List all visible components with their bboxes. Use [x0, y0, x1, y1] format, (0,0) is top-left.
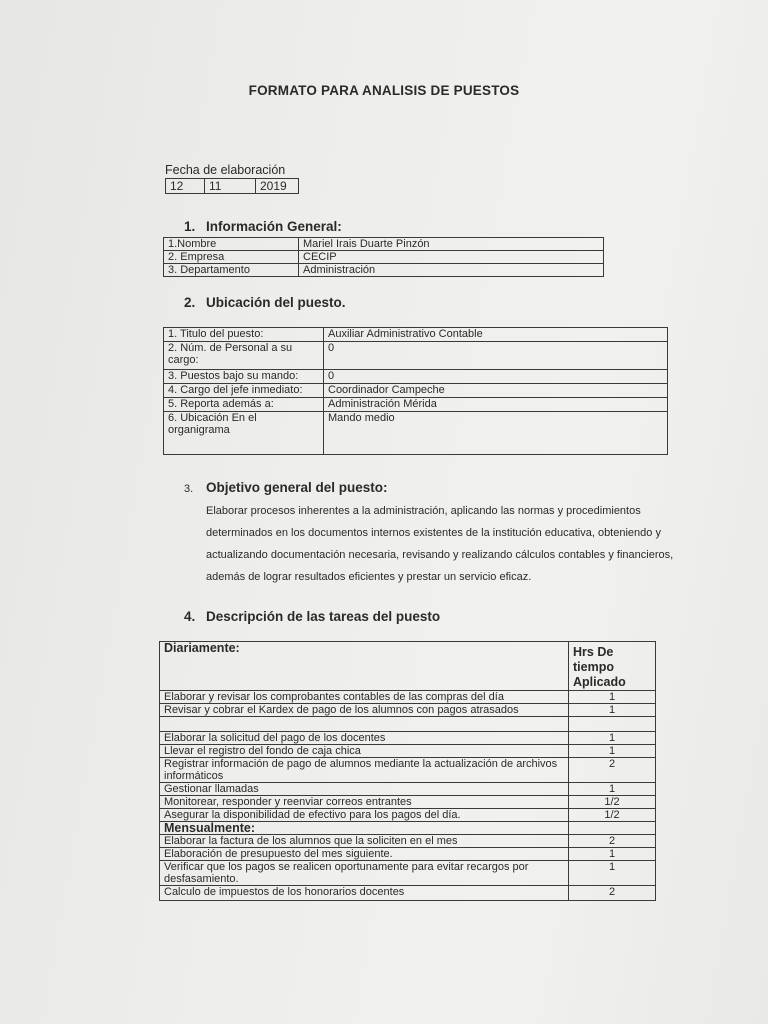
hours-cell: 1 — [569, 848, 656, 861]
table-row — [160, 704, 656, 717]
section1-number: 1. — [184, 219, 196, 234]
info-value: Mariel Irais Duarte Pinzón — [299, 238, 604, 251]
table-row — [160, 809, 656, 822]
table-row — [160, 835, 656, 848]
ubicacion-table — [163, 327, 668, 455]
info-label: 1.Nombre — [164, 238, 299, 251]
table-row — [160, 732, 656, 745]
ubicacion-label: 1. Titulo del puesto: — [164, 328, 324, 342]
table-row — [164, 370, 668, 384]
header-daily: Diariamente: — [160, 642, 569, 691]
hours-cell: 1 — [569, 861, 656, 886]
empty-cell — [569, 822, 656, 835]
table-row — [160, 886, 656, 901]
info-label: 2. Empresa — [164, 251, 299, 264]
tareas-table — [159, 641, 656, 901]
table-row — [164, 412, 668, 455]
section1-heading — [184, 219, 342, 234]
ubicacion-label: 3. Puestos bajo su mando: — [164, 370, 324, 384]
task-cell — [160, 717, 569, 732]
table-row — [160, 691, 656, 704]
section1-title: Información General: — [206, 219, 342, 234]
ubicacion-label: 2. Núm. de Personal a su cargo: — [164, 342, 324, 370]
table-row — [164, 238, 604, 251]
objective-text: Elaborar procesos inherentes a la administración, aplicando las normas y procedimientos determinados en los documentos internos existentes de la institución educativa, obteniendo y actualizando documentación necesaria, revisando y realizando cálculos contables y financieros, además de lograr resultados eficientes y prestar un servicio eficaz. — [206, 505, 674, 583]
table-row — [160, 796, 656, 809]
task-cell: Elaborar la factura de los alumnos que la soliciten en el mes — [160, 835, 569, 848]
ubicacion-value: 0 — [324, 342, 668, 370]
table-row — [160, 861, 656, 886]
task-cell: Gestionar llamadas — [160, 783, 569, 796]
section2-number: 2. — [184, 295, 196, 310]
table-row — [164, 384, 668, 398]
table-row — [164, 264, 604, 277]
hours-cell: 2 — [569, 886, 656, 901]
section2-heading — [184, 295, 346, 310]
task-cell: Calculo de impuestos de los honorarios docentes — [160, 886, 569, 901]
table-header-row — [160, 822, 656, 835]
table-row — [160, 848, 656, 861]
ubicacion-value: Coordinador Campeche — [324, 384, 668, 398]
section4-number: 4. — [184, 609, 196, 624]
table-row — [160, 783, 656, 796]
table-row — [160, 717, 656, 732]
task-cell: Elaborar y revisar los comprobantes contables de las compras del día — [160, 691, 569, 704]
table-row — [164, 342, 668, 370]
info-value: CECIP — [299, 251, 604, 264]
hours-cell: 1 — [569, 732, 656, 745]
task-cell: Llevar el registro del fondo de caja chica — [160, 745, 569, 758]
task-cell: Monitorear, responder y reenviar correos entrantes — [160, 796, 569, 809]
task-cell: Revisar y cobrar el Kardex de pago de los alumnos con pagos atrasados — [160, 704, 569, 717]
hours-cell: 2 — [569, 758, 656, 783]
ubicacion-label: 6. Ubicación En el organigrama — [164, 412, 324, 455]
info-label: 3. Departamento — [164, 264, 299, 277]
document-title: FORMATO PARA ANALISIS DE PUESTOS — [248, 83, 520, 98]
fecha-year: 2019 — [256, 179, 299, 194]
fecha-month: 11 — [205, 179, 256, 194]
ubicacion-value: Auxiliar Administrativo Contable — [324, 328, 668, 342]
section4-heading — [184, 609, 440, 624]
ubicacion-label: 5. Reporta además a: — [164, 398, 324, 412]
hours-cell: 2 — [569, 835, 656, 848]
ubicacion-value: Administración Mérida — [324, 398, 668, 412]
task-cell: Elaboración de presupuesto del mes siguiente. — [160, 848, 569, 861]
hours-cell — [569, 717, 656, 732]
section3-title: Objetivo general del puesto: — [206, 480, 388, 495]
task-cell: Elaborar la solicitud del pago de los docentes — [160, 732, 569, 745]
fecha-label: Fecha de elaboración — [165, 163, 286, 177]
table-header-row — [160, 642, 656, 691]
section3-heading — [184, 480, 388, 495]
hours-cell: 1/2 — [569, 809, 656, 822]
table-row — [164, 398, 668, 412]
table-row — [164, 328, 668, 342]
ubicacion-value: 0 — [324, 370, 668, 384]
fecha-day: 12 — [166, 179, 205, 194]
table-row — [160, 745, 656, 758]
ubicacion-value: Mando medio — [324, 412, 668, 455]
header-hours: Hrs De tiempo Aplicado — [569, 642, 656, 691]
table-row — [160, 758, 656, 783]
hours-cell: 1 — [569, 704, 656, 717]
section4-title: Descripción de las tareas del puesto — [206, 609, 441, 624]
task-cell: Registrar información de pago de alumnos mediante la actualización de archivos informáticos — [160, 758, 569, 783]
section2-title: Ubicación del puesto. — [206, 295, 346, 310]
section3-number: 3. — [184, 483, 194, 495]
hours-cell: 1/2 — [569, 796, 656, 809]
hours-cell: 1 — [569, 691, 656, 704]
hours-cell: 1 — [569, 745, 656, 758]
task-cell: Asegurar la disponibilidad de efectivo para los pagos del día. — [160, 809, 569, 822]
info-general-table — [163, 237, 604, 277]
info-value: Administración — [299, 264, 604, 277]
header-monthly: Mensualmente: — [160, 822, 569, 835]
fecha-table — [165, 178, 299, 194]
hours-cell: 1 — [569, 783, 656, 796]
ubicacion-label: 4. Cargo del jefe inmediato: — [164, 384, 324, 398]
table-row — [164, 251, 604, 264]
task-cell: Verificar que los pagos se realicen oportunamente para evitar recargos por desfasamiento. — [160, 861, 569, 886]
